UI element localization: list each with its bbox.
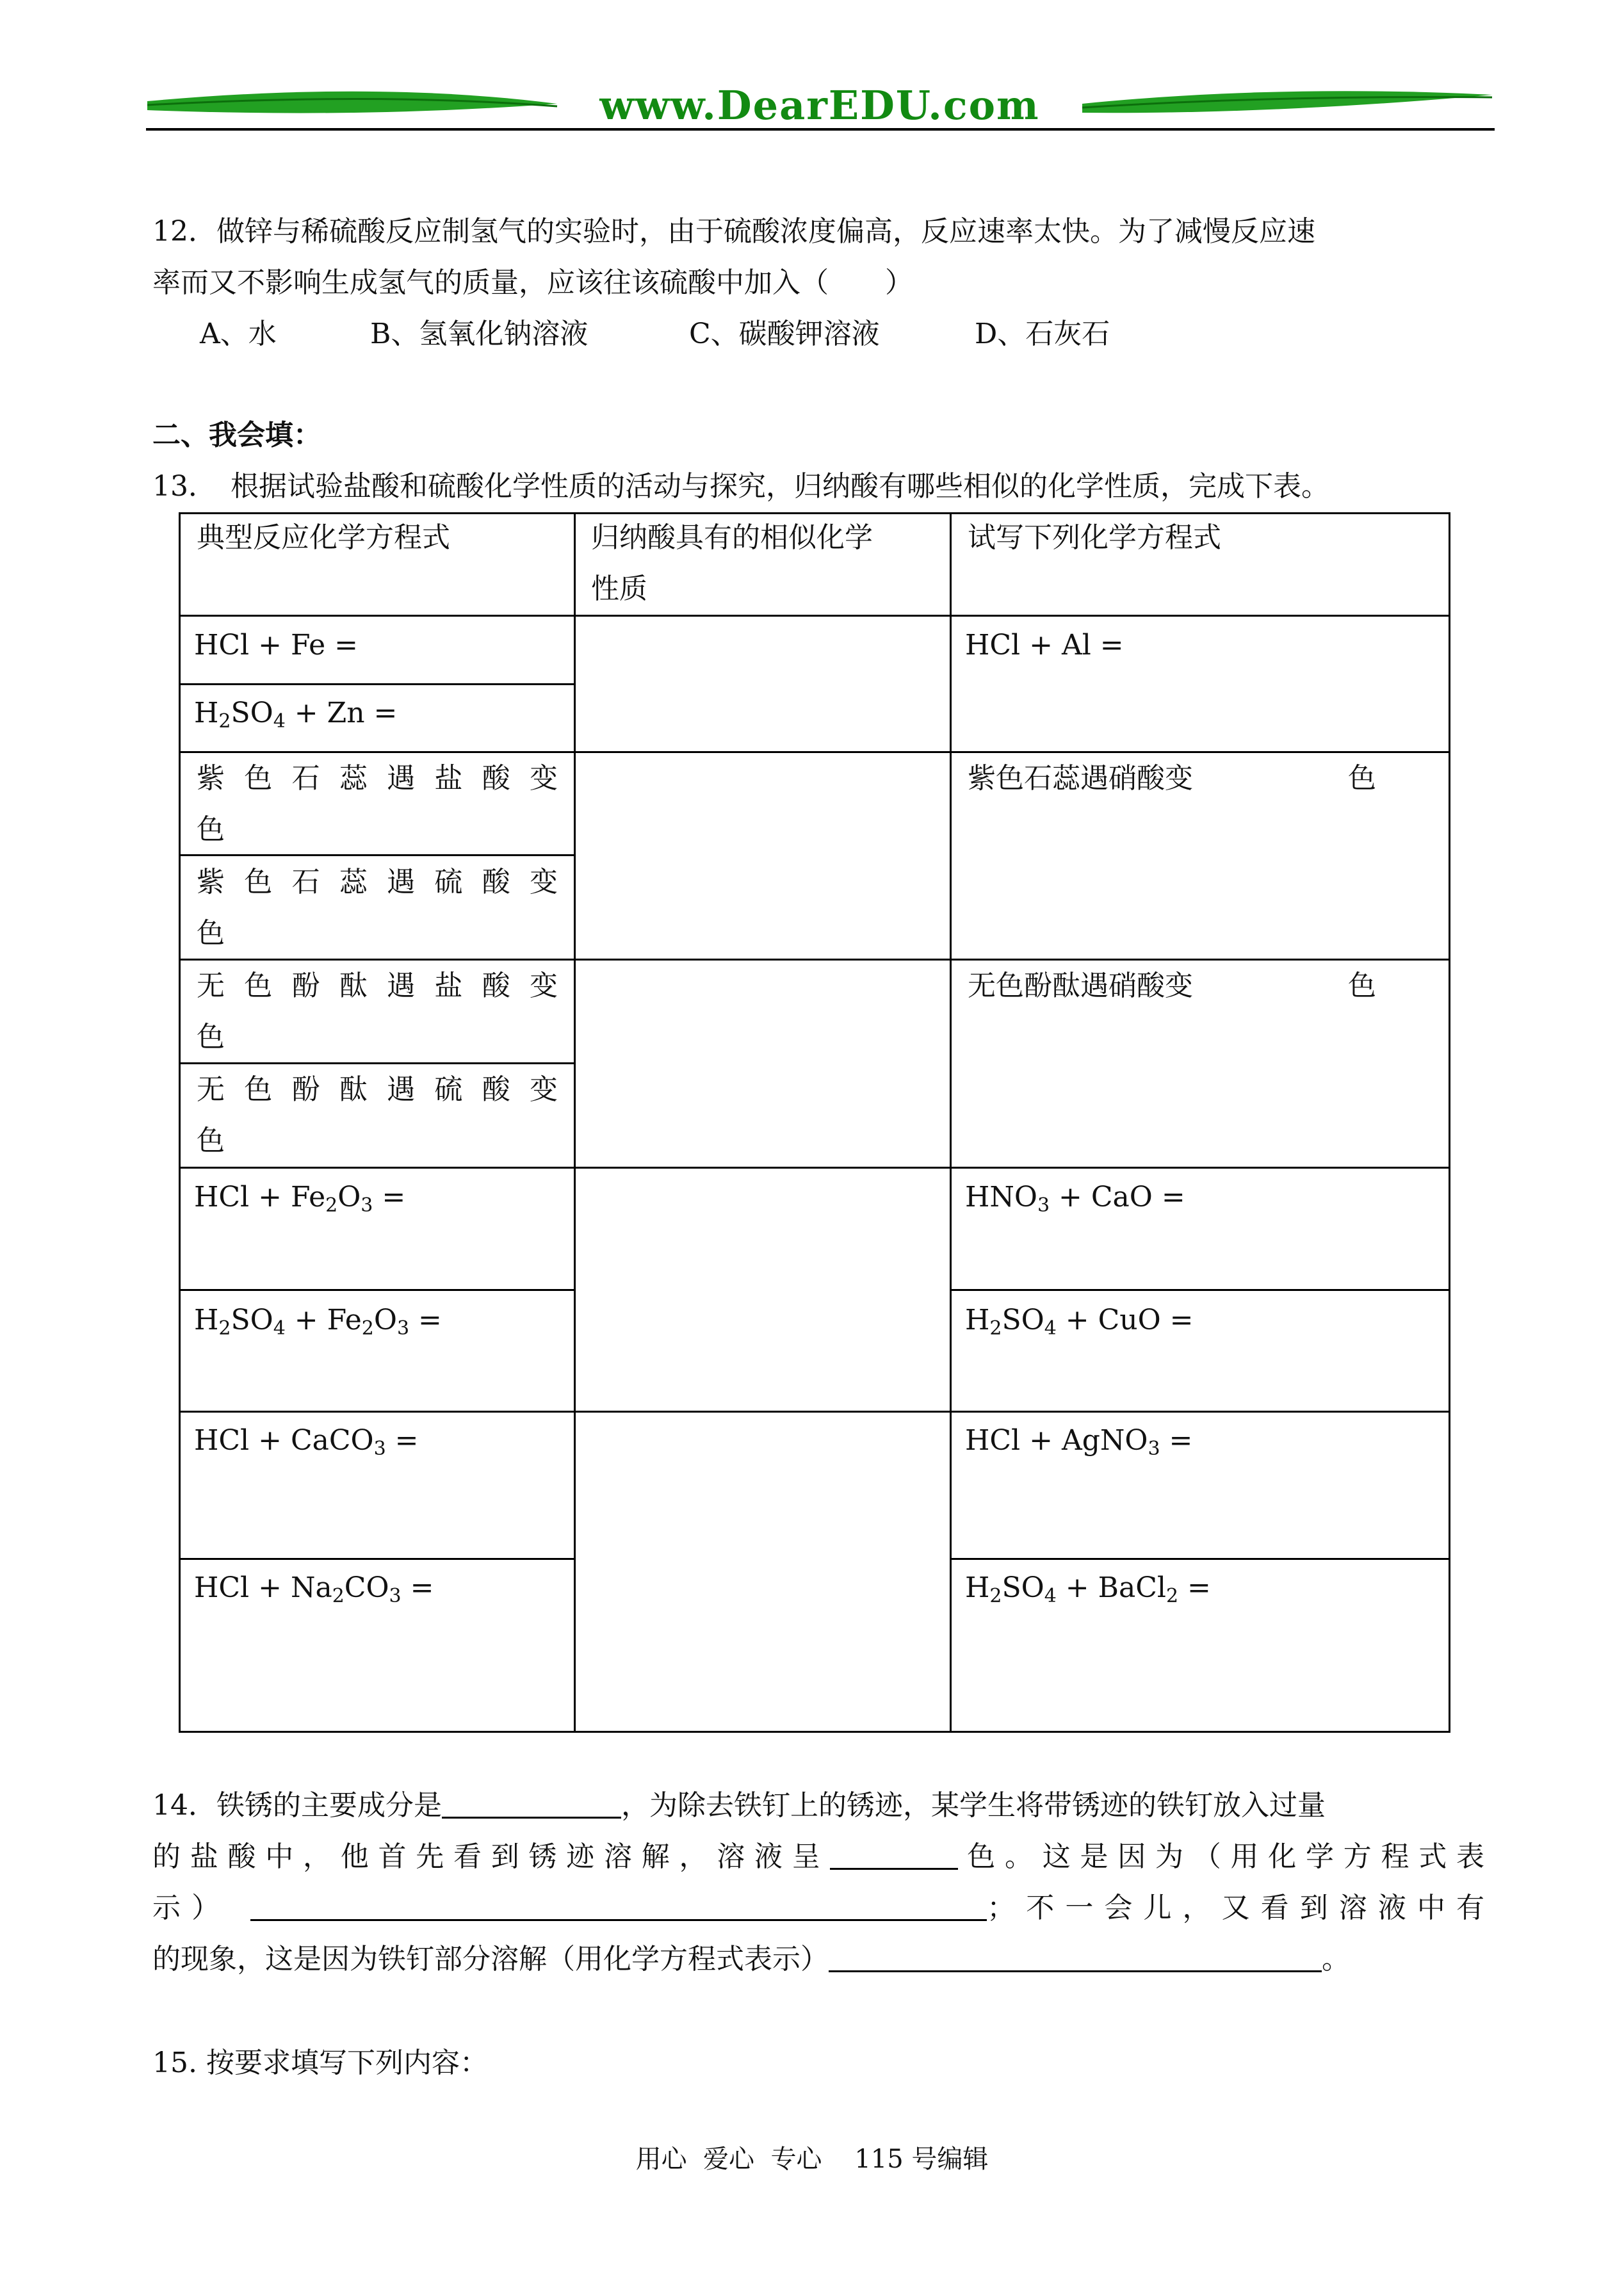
cell-hcl-na2co3: HCl + $Na_2CO_3$ = xyxy=(194,1571,434,1607)
cell-litmus-h2so4-line1: 紫色石蕊遇硫酸变 xyxy=(197,866,558,898)
cell-hcl-fe: HCl + Fe = xyxy=(194,629,358,661)
cell-hcl-agno3: HCl + AgNO$_3$ = xyxy=(965,1424,1193,1460)
cell-phenol-hno3: 无色酚酞遇硝酸变 xyxy=(968,969,1193,1002)
table-header-properties-line1: 归纳酸具有的相似化学 xyxy=(591,521,873,554)
q12-line1: 12．做锌与稀硫酸反应制氢气的实验时，由于硫酸浓度偏高，反应速率太快。为了减慢反应速 xyxy=(152,215,1315,248)
cell-hcl-caco3: HCl + CaCO$_3$ = xyxy=(194,1424,419,1460)
cell-phenol-h2so4-line1: 无色酚酞遇硫酸变 xyxy=(197,1073,558,1106)
cell-hno3-cao: $HNO_3$ + CaO = xyxy=(965,1181,1185,1217)
cell-phenol-hno3-color: 色 xyxy=(1348,969,1376,1002)
q14-line2: 的盐酸中，他首先看到锈迹溶解，溶液呈 色。这是因为（用化学方程式表 xyxy=(152,1831,1484,1883)
blank-equation-2[interactable] xyxy=(829,1934,1322,1972)
cell-litmus-hno3-color: 色 xyxy=(1348,762,1376,795)
cell-litmus-hcl-line2: 色 xyxy=(197,813,225,846)
acid-properties-table xyxy=(179,512,1450,1733)
q12-option-b: B、氢氧化钠溶液 xyxy=(370,318,589,350)
header-divider xyxy=(146,128,1495,131)
blank-solution-color[interactable] xyxy=(830,1832,958,1870)
q12-line2: 率而又不影响生成氢气的质量，应该往该硫酸中加入（ ） xyxy=(152,266,913,299)
cell-litmus-h2so4-line2: 色 xyxy=(197,917,225,950)
table-header-write: 试写下列化学方程式 xyxy=(968,521,1221,554)
cell-hcl-al: HCl + Al = xyxy=(965,629,1124,661)
blank-equation-1[interactable] xyxy=(250,1883,987,1921)
q12-option-a: A、水 xyxy=(200,318,277,350)
cell-h2so4-zn: $H_2SO_4 + Zn$ = xyxy=(194,697,398,733)
section-title: 二、我会填： xyxy=(152,419,321,451)
page-header xyxy=(147,77,1492,134)
site-logo[interactable]: www.DearEDU.com xyxy=(599,82,1040,129)
blank-rust-component[interactable] xyxy=(442,1781,621,1819)
q13-intro: 13． 根据试验盐酸和硫酸化学性质的活动与探究，归纳酸有哪些相似的化学性质，完成下表。 xyxy=(152,470,1329,503)
cell-phenol-hcl-line1: 无色酚酞遇盐酸变 xyxy=(197,969,558,1002)
table-header-reaction: 典型反应化学方程式 xyxy=(197,521,450,554)
q14-line1: 14．铁锈的主要成分是 ，为除去铁钉上的锈迹，某学生将带锈迹的铁钉放入过量 xyxy=(152,1780,1326,1831)
cell-h2so4-cuo: $H_2SO_4$ + CuO = xyxy=(965,1304,1194,1340)
cell-phenol-hcl-line2: 色 xyxy=(197,1021,225,1053)
cell-h2so4-bacl2: $H_2SO_4$ + BaCl$_2$ = xyxy=(965,1571,1211,1607)
cell-litmus-hno3: 紫色石蕊遇硝酸变 xyxy=(968,762,1193,795)
q12-option-c: C、碳酸钾溶液 xyxy=(689,318,880,350)
table-header-properties-line2: 性质 xyxy=(591,572,647,605)
cell-h2so4-fe2o3: $H_2SO_4 + Fe_2O_3$ = xyxy=(194,1304,442,1340)
q14-line3: 示） ；不一会儿，又看到溶液中有 xyxy=(152,1883,1484,1934)
q12-option-d: D、石灰石 xyxy=(975,318,1110,350)
page-footer: 用心 爱心 专心 115 号编辑 xyxy=(635,2145,989,2174)
cell-hcl-fe2o3: HCl + $Fe_2O_3$ = xyxy=(194,1181,406,1217)
q15-text: 15. 按要求填写下列内容： xyxy=(152,2047,488,2079)
q14-line4: 的现象，这是因为铁钉部分溶解（用化学方程式表示） 。 xyxy=(152,1934,1350,1985)
cell-phenol-h2so4-line2: 色 xyxy=(197,1124,225,1157)
cell-litmus-hcl-line1: 紫色石蕊遇盐酸变 xyxy=(197,762,558,795)
